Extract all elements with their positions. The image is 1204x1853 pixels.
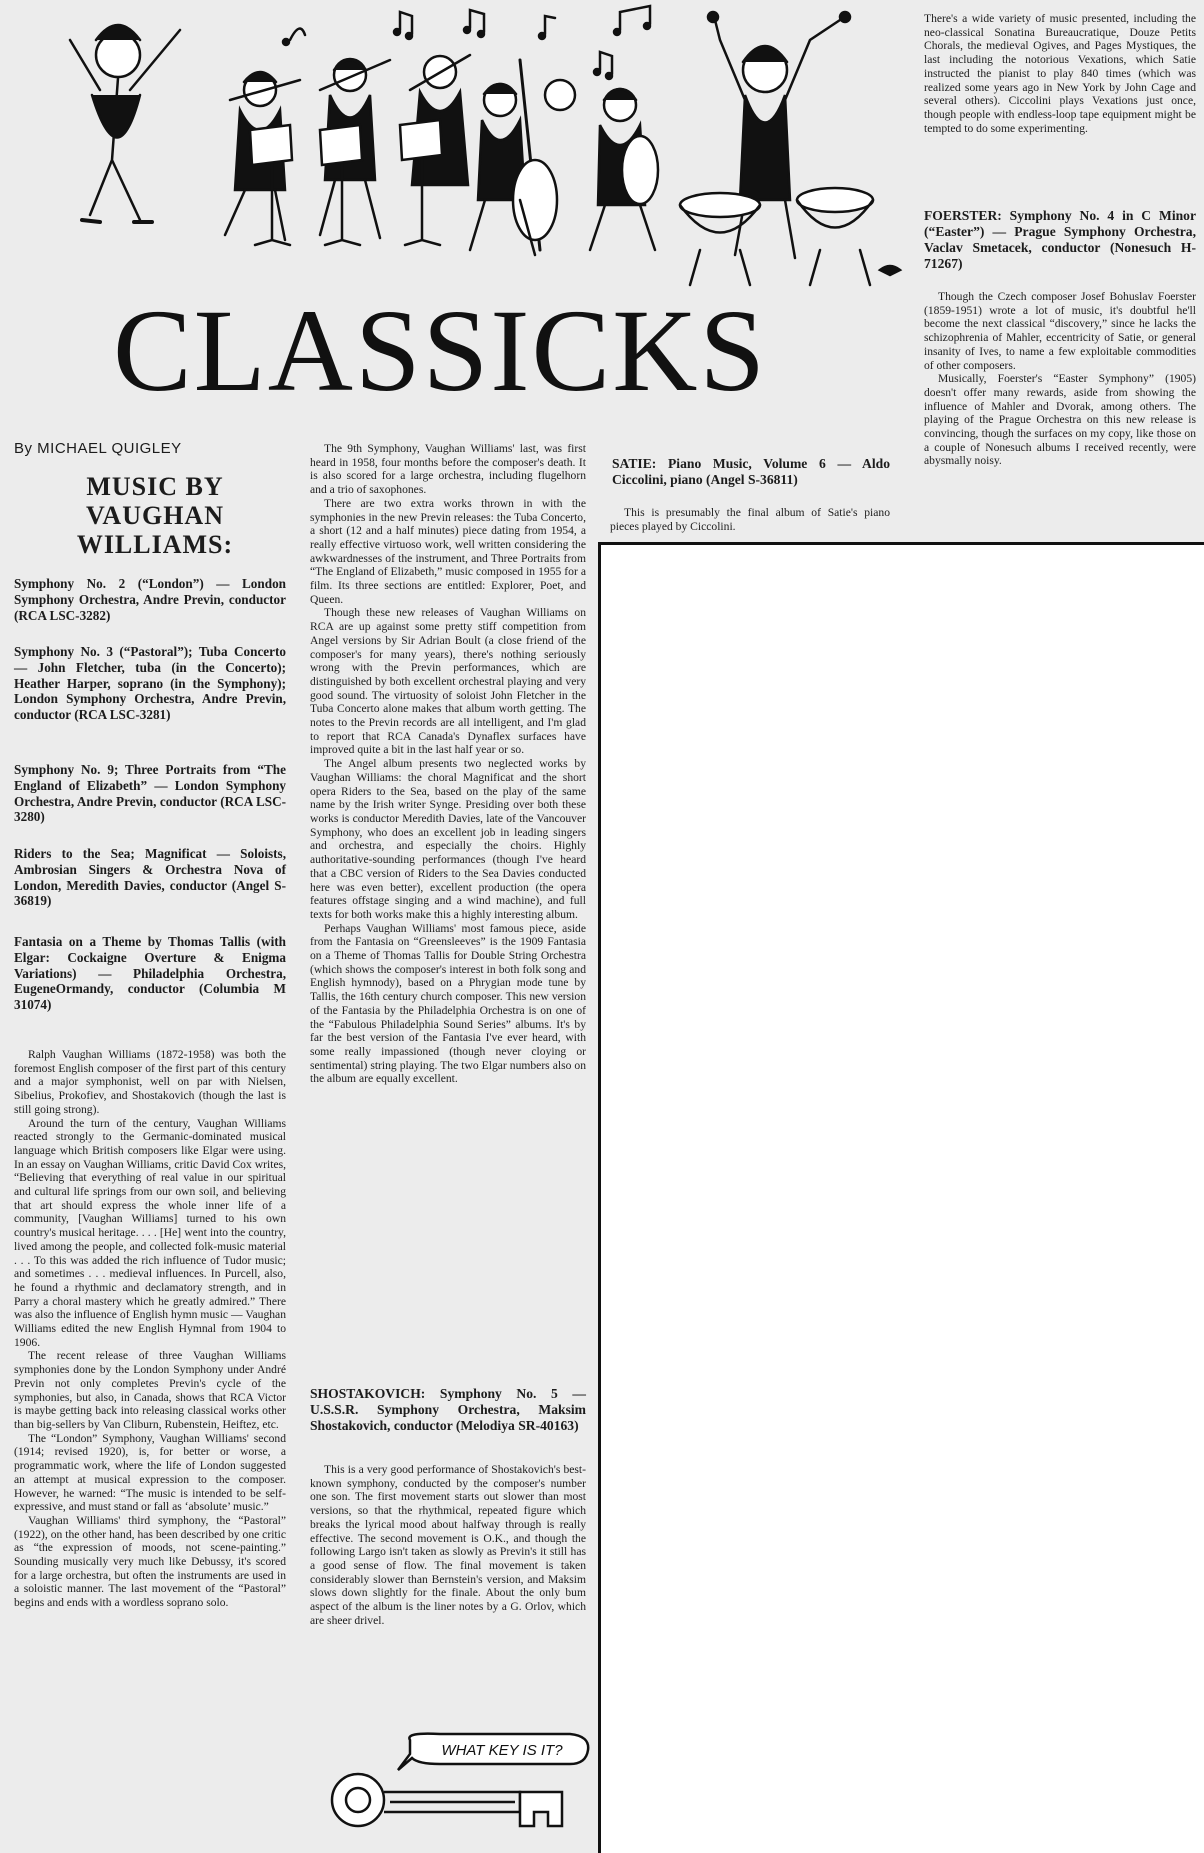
key-cartoon bbox=[320, 1728, 600, 1838]
body-paragraph: Musically, Foerster's “Easter Symphony” (1905) doesn't offer many rewards, aside from showing the influence of Mahler and Dvorak, among others. The playing of the Prague Orchestra on this new release is convincing, though the surfaces on my copy, like those on a couple of Nonesuch albums I received recently, were abysmally noisy. bbox=[924, 372, 1196, 468]
satie-review-start bbox=[610, 506, 890, 536]
body-paragraph: There's a wide variety of music presented, including the neo-classical Sonatina Bureaucratique, Douze Petits Chorals, the medieval Ogives, and Pages Mystiques, the last including the notorious Vexations, which Satie instructed the pianist to play 840 times (which was realized some years ago in New York by John Cage and several others). Ciccolini plays Vexations just once, though people with endless-loop tape equipment might be tempted to do some experimenting. bbox=[924, 12, 1196, 135]
body-paragraph: The 9th Symphony, Vaughan Williams' last, was first heard in 1958, four months before the composer's death. It is also scored for a large orchestra, including flugelhorn and a trio of saxophones. bbox=[310, 442, 586, 497]
satie-heading: SATIE: Piano Music, Volume 6 — Aldo Ciccolini, piano (Angel S-36811) bbox=[612, 456, 890, 487]
body-paragraph: Ralph Vaughan Williams (1872-1958) was both the foremost English composer of the first part of this century and a major symphonist, well on par with Nielsen, Sibelius, Prokofiev, and Shostakovich (though the last is still going strong). bbox=[14, 1048, 286, 1116]
section-title: MUSIC BY VAUGHAN WILLIAMS: bbox=[76, 472, 234, 559]
recording-entry: Symphony No. 2 (“London”) — London Symphony Orchestra, Andre Previn, conductor (RCA LSC-3282) bbox=[14, 576, 286, 623]
shostakovich-review bbox=[310, 1463, 586, 1733]
shostakovich-heading: SHOSTAKOVICH: Symphony No. 5 — U.S.S.R. Symphony Orchestra, Maksim Shostakovich, conductor (Melodiya SR-40163) bbox=[310, 1386, 586, 1433]
recording-entry: Symphony No. 9; Three Portraits from “The England of Elizabeth” — London Symphony Orchestra, Andre Previn, conductor (RCA LSC-3280) bbox=[14, 762, 286, 825]
masthead-title: CLASSICKS bbox=[112, 285, 768, 416]
foerster-heading: FOERSTER: Symphony No. 4 in C Minor (“Easter”) — Prague Symphony Orchestra, Vaclav Smetacek, conductor (Nonesuch H-71267) bbox=[924, 208, 1196, 271]
body-paragraph: Around the turn of the century, Vaughan Williams reacted strongly to the Germanic-dominated musical language which British composers like Elgar were using. In an essay on Vaughan Williams, critic David Cox writes, “Believing that everything of real value in our spiritual and cultural life springs from our own soil, and believing that art should express the whole inner life of a community, [Vaughan Williams] turned to his own country's musical heritage. . . . [He] went into the country, lived among the people, and collected folk-music material . . . To this was added the rich influence of Tudor music; and sometimes . . . medieval influences. In Purcell, also, he found a rhythmic and declamatory strength, and in Parry a choral mastery which he greatly admired.” There was also the influence of English hymn music — Vaughan Williams edited the new English Hymnal from 1904 to 1906. bbox=[14, 1116, 286, 1349]
body-paragraph: This is presumably the final album of Satie's piano pieces played by Ciccolini. bbox=[610, 506, 890, 533]
body-paragraph: Perhaps Vaughan Williams' most famous piece, aside from the Fantasia on “Greensleeves” is the 1909 Fantasia on a Theme of Thomas Tallis for Double String Orchestra (which shows the composer's interest in both folk song and English hymnody), based on a Phrygian mode tune by Tallis, the 16th century church composer. This new version of the Fantasia by the Philadelphia Orchestra is on one of the “Fabulous Philadelphia Sound Series” albums. It's by far the best version of the Fantasia I've ever heard, with some really impassioned (though never cloying or sentimental) string playing. The two Elgar numbers also on the album are equally excellent. bbox=[310, 921, 586, 1086]
speech-text: WHAT KEY IS IT? bbox=[441, 1742, 563, 1759]
recording-entry: Fantasia on a Theme by Thomas Tallis (with Elgar: Cockaigne Overture & Enigma Variations) — Philadelphia Orchestra, EugeneOrmandy, conductor (Columbia M 31074) bbox=[14, 934, 286, 1013]
foerster-review bbox=[924, 290, 1196, 540]
body-paragraph: The Angel album presents two neglected works by Vaughan Williams: the choral Magnificat and the short opera Riders to the Sea, based on the play of the same name by the Irish writer Synge. Presiding over both these works is conductor Meredith Davies, late of the Vancouver Symphony, who does an excellent job in leading singers and orchestra, and especially the choirs. Highly authoritative-sounding performances (though I've heard that a CBC version of Riders to the Sea Davies conducted here was even better), excellent production (the opera features offstage singing and a wind machine), and full texts for both works make this a highly interesting album. bbox=[310, 757, 586, 921]
body-paragraph: Vaughan Williams' third symphony, the “Pastoral” (1922), on the other hand, has been described by one critic as “the expression of moods, not scene-painting.” Sounding musically very much like Debussy, it's scored for a large orchestra, but often the instruments are used in a soloistic manner. The last movement of the “Pastoral” begins and ends with a wordless soprano solo. bbox=[14, 1513, 286, 1610]
body-paragraph: There are two extra works thrown in with the symphonies in the new Previn releases: the Tuba Concerto, a short (12 and a half minutes) piece dating from 1954, a really effective virtuoso work, well written considering the awkwardnesses of the instrument, and Three Portraits from “The England of Elizabeth,” music composed in 1955 for a film. Its three sections are entitled: Explorer, Poet, and Queen. bbox=[310, 496, 586, 606]
article-column-2 bbox=[310, 442, 586, 1377]
body-paragraph: This is a very good performance of Shostakovich's best-known symphony, conducted by the composer's number one son. The first movement starts out slower than most versions, so that the rhythmical, repeated figure which breaks the lyrical mood about halfway through is really effective. The second movement is O.K., and though the following Largo isn't taken as slowly as Previn's it still has a good sense of flow. The final movement is taken considerably slower than Bernstein's version, and Maksim slows down slightly for the finale. About the only bum aspect of the album is the liner notes by a G. Orlov, which are sheer drivel. bbox=[310, 1463, 586, 1627]
key-illustration bbox=[320, 1728, 600, 1838]
orchestra-cartoon bbox=[0, 0, 905, 300]
article-column-1 bbox=[14, 1048, 286, 1848]
blank-panel bbox=[598, 542, 1204, 1853]
body-paragraph: The recent release of three Vaughan Williams symphonies done by the London Symphony under André Previn not only completes Previn's cycle of the symphonies, but also, in Canada, shows that RCA Victor is maybe getting back into releasing classical works other than big-sellers by Van Cliburn, Rubenstein, Heiftez, etc. bbox=[14, 1349, 286, 1431]
recording-entry: Symphony No. 3 (“Pastoral”); Tuba Concerto — John Fletcher, tuba (in the Concerto); Heather Harper, soprano (in the Symphony); London Symphony Orchestra, Andre Previn, conductor (RCA LSC-3281) bbox=[14, 644, 286, 723]
body-paragraph: The “London” Symphony, Vaughan Williams' second (1914; revised 1920), is, for better or worse, a programmatic work, where the life of London suggested an attempt at musical expression to the composer. However, he warned: “The music is intended to be self-expressive, and must stand or fall as ‘absolute’ music.” bbox=[14, 1431, 286, 1514]
body-paragraph: Though these new releases of Vaughan Williams on RCA are up against some pretty stiff competition from Angel versions by Sir Adrian Boult (a close friend of the composer's for many years), there's nothing seriously wrong with the Previn performances, which are distinguished by both excellent orchestral playing and very good sound. The virtuosity of soloist John Fletcher in the Tuba Concerto alone makes that album worth getting. The notes to the Previn records are all intelligent, and I'm glad to report that RCA Canada's Dynaflex surfaces have improved quite a bit in the last half year or so. bbox=[310, 606, 586, 757]
recording-entry: Riders to the Sea; Magnificat — Soloists, Ambrosian Singers & Orchestra Nova of London, Meredith Davies, conductor (Angel S-36819) bbox=[14, 846, 286, 909]
body-paragraph: Though the Czech composer Josef Bohuslav Foerster (1859-1951) wrote a lot of music, it's doubtful he'll become the next classical “discovery,” since he lacks the schizophrenia of Mahler, eccentricity of Satie, or general insanity of Ives, to name a few exploitable commodities of other composers. bbox=[924, 290, 1196, 372]
byline: By MICHAEL QUIGLEY bbox=[14, 440, 182, 457]
orchestra-illustration bbox=[0, 0, 905, 300]
satie-review-continued bbox=[924, 12, 1196, 177]
